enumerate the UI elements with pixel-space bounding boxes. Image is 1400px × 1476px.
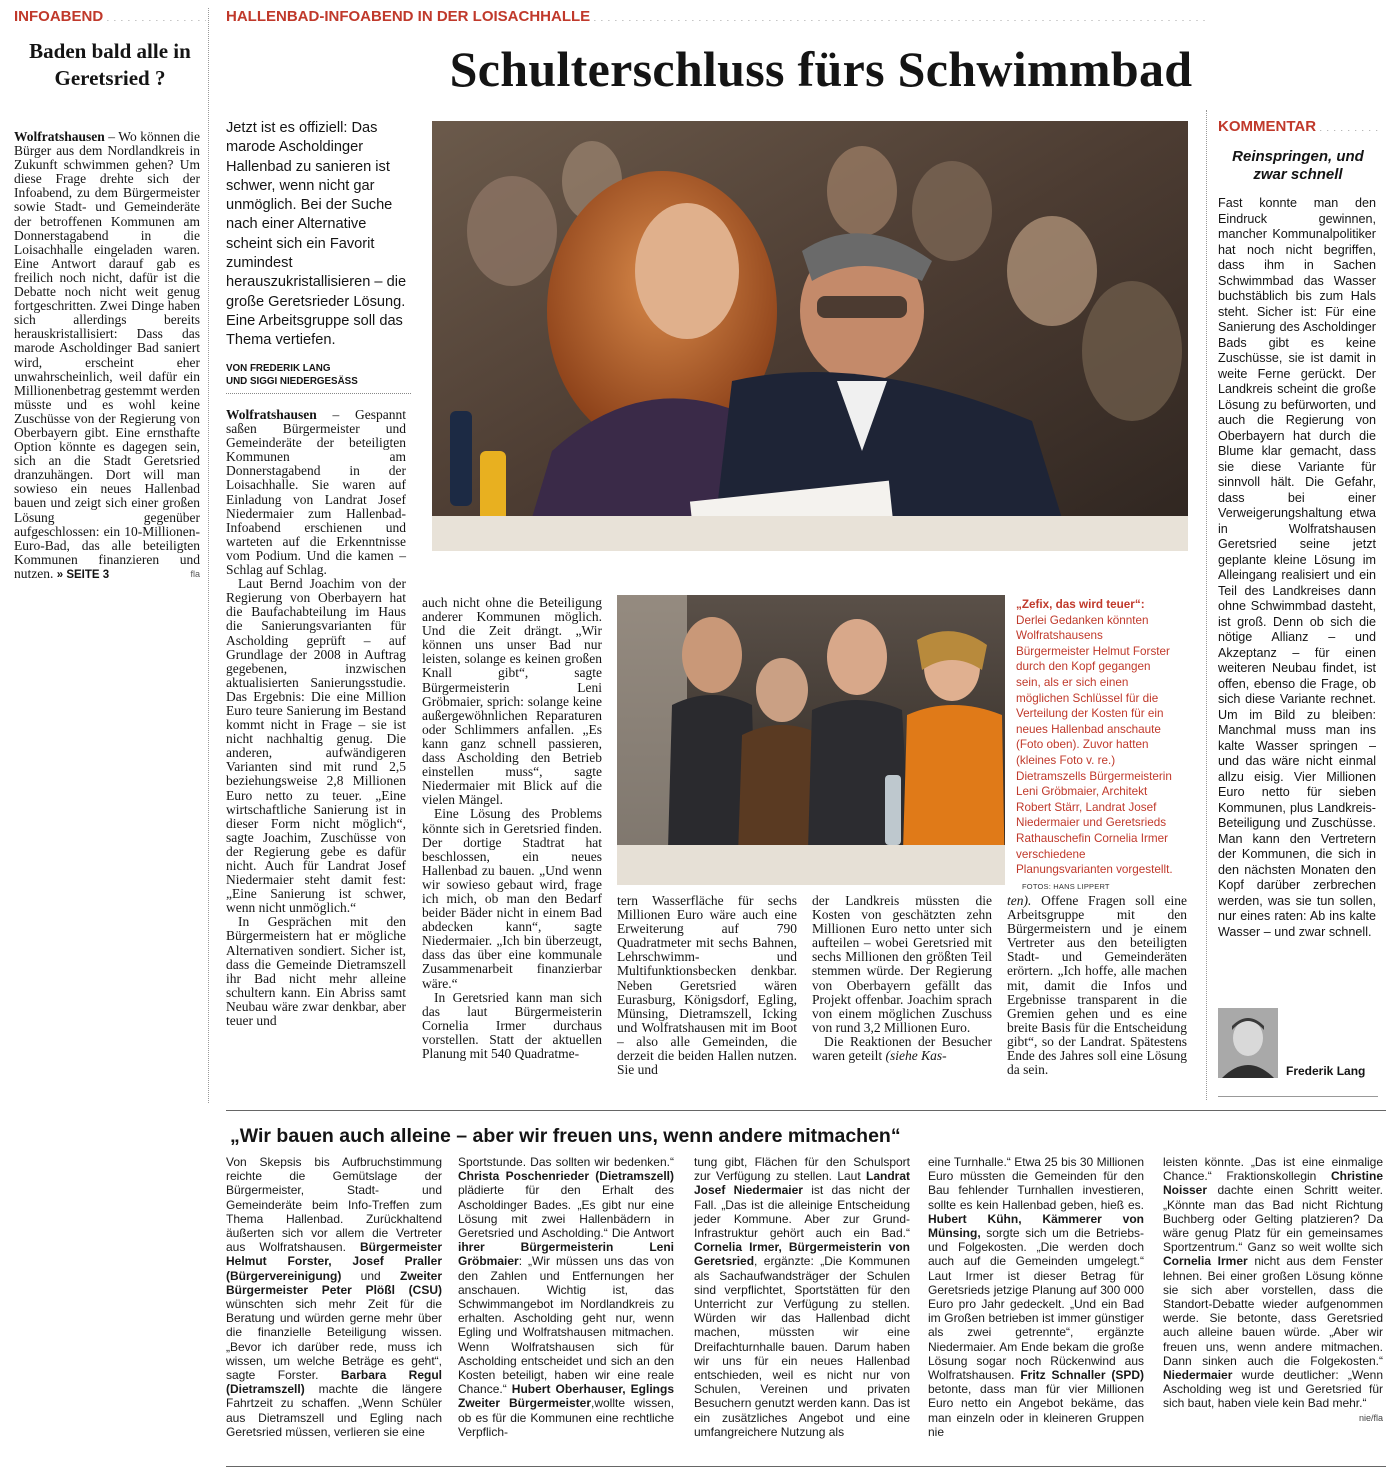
box-col-1 <box>226 1155 442 1439</box>
article-col1-p3: In Gesprächen mit den Bürgermeistern hat er mögliche Alternativen sondiert. Sicher ist, dass die Gemeinde Dietramszell ihr Bad nicht mehr alleine schultern kann. Ein Abriss samt Neubau wäre zwar denkbar, aber teuer und <box>226 914 406 1029</box>
caption-text: Derlei Gedanken könnten Wolfratshausens Bürgermeister Helmut Forster durch den Kopf gegangen sein, als er sich einen möglichen Schlüssel für die Verteilung der Kosten für ein neues Hallenbad anschaute (Foto oben). Zuvor hatten (kleines Foto v. re.) Dietramszells Bürgermeisterin Leni Gröbmaier, Architekt Robert Stärr, Landrat Josef Niedermaier und Geretsrieds Rathauschefin Cornelia Irmer verschiedene Planungsvarianten vorgestellt. <box>1016 613 1173 877</box>
byline-rule <box>226 393 411 394</box>
box-text: , ergänzte: „Die Kommunen als Sachaufwandsträger der Schulen sind verpflichtet, Sportstätten für den Unterricht zur Verfügung zu stellen. Würden wir das Hallenbad dicht machen, müssten wir eine Dreifachturnhalle bauen. Darum haben wir uns für ein neues Hallenbad entschieden, weil es nicht nur von Schulen, Vereinen und privaten Besuchern genutzt werden kann. Das ist ein zusätzliches Angebot und eine umfangreichere Nutzung als <box>694 1254 910 1439</box>
article-col1-p2: Laut Bernd Joachim von der Regierung von Oberbayern hat die Baufachabteilung im Haus die Sanierungsvarianten für Ascholding geprüft – auf Grundlage der 2008 in Auftrag gegebenen, inzwischen aktualisierten Sanierungsstudie. Das Ergebnis: Die eine Million Euro teure Sanierung im Bestand kommt nicht in Frage – sie ist nicht nachhaltig genug. Die anderen, aufwändigeren Varianten sind mit rund 2,5 beziehungsweise 2,8 Millionen Euro netto zu teuer. „Eine wirtschaftliche Sanierung ist in dieser Form nicht möglich“, sagte Joachim, Zuschüsse von der Regierung gebe es dafür nicht. Auch für Landrat Josef Niedermaier steht damit fest: „Eine Sanierung ist schwer, wenn nicht unmöglich.“ <box>226 576 406 916</box>
box-author-tag: nie/fla <box>1358 1412 1383 1423</box>
sidebar-author-tag: fla <box>190 568 200 579</box>
box-name-highlight: Bürgermeister Helmut Forster, Josef Praller (Bürgervereinigung) <box>226 1240 442 1283</box>
box-bottom-rule <box>226 1466 1386 1467</box>
article-col4-p1: der Landkreis müssten die Kosten von geschätzten zehn Millionen Euro netto unter sich aufteilen – wobei Geretsried mit sechs Millionen den größten Teil stemmen würde. Der Regierung von Oberbayern gefällt das Projekt offenbar. Joachim sprach von einem möglichen Zuschuss von rund 3,2 Millionen Euro. <box>812 893 992 1035</box>
box-col-2 <box>458 1155 674 1439</box>
box-text: machte die längere Fahrtzeit zu schaffen. „Wenn Schüler aus Dietramszell und Egling nach Geretsried müssen, verlieren sie eine <box>226 1382 442 1439</box>
main-headline: Schulterschluss fürs Schwimmbad <box>449 41 1193 97</box>
box-text: ist das nicht der Fall. „Das ist die alleinige Entscheidung jeder Kommune. Aber zur Grund-Infrastruktur gehört auch ein Bad.“ <box>694 1183 910 1241</box>
main-photo <box>432 121 1188 551</box>
byline <box>226 362 411 388</box>
box-text: Von Skepsis bis Aufbruchstimmung reichte die Gemütslage der Bürgermeister, Stadt- und Gemeinderäte beim Info-Treffen zum Thema Hallenbad. Zurückhaltend äußerten sich vor allem die Vertreter aus Wolfratshausen. <box>226 1155 442 1255</box>
box-col-4 <box>928 1155 1144 1439</box>
box-name-highlight: Christa Poschenrieder (Dietramszell) <box>458 1169 674 1184</box>
lead-paragraph: Jetzt ist es offiziell: Das marode Ascholdinger Hallenbad zu sanieren ist schwer, wenn nicht gar unmöglich. Bei der Suche nach einer Alternative scheint sich ein Favorit zumindest herauszukristallisieren – die große Geretsrieder Lösung. Eine Arbeitsgruppe soll das Thema vertiefen. <box>226 120 407 349</box>
article-col3-p1: tern Wasserfläche für sechs Millionen Euro wäre auch eine Erweiterung auf 790 Quadratmeter mit sechs Bahnen, Lehrschwimm- und Multifunktionsbecken denkbar. Neben Geretsried wären Eurasburg, Königsdorf, Egling, Münsing, Dietramszell, Icking und Wolfratshausen mit im Boot – also alle Gemeinden, die derzeit die beiden Hallen nutzen. Sie und <box>617 893 797 1078</box>
byline-line-1: VON FREDERIK LANG <box>226 363 331 374</box>
box-name-highlight: Landrat Josef Niedermaier <box>694 1169 910 1198</box>
sidebar-page-ref[interactable]: » SEITE 3 <box>56 568 110 581</box>
article-col4-p2: Die Reaktionen der Besucher waren geteilt <box>812 1033 992 1064</box>
box-name-highlight: Hubert Kühn, Kämmerer von Münsing, <box>928 1211 1144 1241</box>
article-col5-p1: Offene Fragen soll eine Arbeitsgruppe mit den Bürgermeistern und je einem Vertreter aus den beteiligten Stadt- und Gemeinderäten erörtern. „Ich hoffe, alle machen mit, damit die Infos und Ergebnisse transparent in die Gremien gehen und es eine breite Basis für die Entscheidung gibt“, so der Landrat. Spätestens Ende des Jahres soll eine Lösung da sein. <box>1007 893 1187 1078</box>
photo-credit: FOTOS: HANS LIPPERT <box>1022 881 1110 891</box>
article-col5-ref: ten). <box>1007 893 1032 908</box>
article-col-4 <box>812 894 992 1063</box>
sidebar-dateline: Wolfratshausen <box>14 129 105 144</box>
byline-line-2: UND SIGGI NIEDERGESÄSS <box>226 376 358 387</box>
commentary-headline: Reinspringen, und zwar schnell <box>1232 148 1364 183</box>
photo-caption <box>1016 597 1178 894</box>
box-text: plädierte für den Erhalt des Ascholdinger Bades. „Es gibt nur eine Lösung mit zwei Hallenbädern in Geretsried und Ascholding.“ Die Antwort <box>458 1183 674 1241</box>
box-text: wünschten sich mehr Zeit für die Beratung und würden gerne mehr über die finanzielle Beteiligung wissen. „Bevor ich darüber rede, muss ich wissen, um welche Beträge es geht“, sagte Forster. <box>226 1297 442 1383</box>
box-text: Sportstunde. Das sollten wir bedenken.“ <box>458 1155 674 1169</box>
article-col2-p3: In Geretsried kann man sich das laut Bürgermeisterin Cornelia Irmer durchaus vorstellen. Statt der aktuellen Planung mit 540 Quadratme- <box>422 989 602 1061</box>
box-text: ,wollte wissen, ob es für die Kommunen eine rechtliche Verpflich- <box>458 1396 674 1439</box>
caption-lead: „Zefix, das wird teuer“: <box>1016 598 1145 611</box>
article-col1-p1: – Gespannt saßen Bürgermeister und Gemeinderäte der beteiligten Kommunen am Donnerstagabend in der Loisachhalle. Sie waren auf Einladung von Landrat Josef Niedermaier zum Hallenbad-Infoabend erschienen und warteten auf die Erkenntnisse vom Podium. Und die kamen – Schlag auf Schlag. <box>226 407 406 578</box>
article-col-2 <box>422 596 602 1061</box>
article-col4-ref: (siehe Kas- <box>885 1048 947 1064</box>
box-col-3 <box>694 1155 910 1439</box>
box-name-highlight: Niedermaier <box>1163 1368 1233 1383</box>
box-text: eine Turnhalle.“ Etwa 25 bis 30 Millionen Euro müssten die Gemeinden für den Bau fehlender Turnhallen investieren, sollte es kein Hallenbad geben, hieß es. <box>928 1155 1144 1212</box>
box-col-5 <box>1163 1155 1383 1425</box>
box-text: dachte einen Schritt weiter. „Könnte man das Bad nicht Richtung Buchberg oder Gelting platzieren? Da wäre genug Platz für ein gemeinsames Sportzentrum.“ Ganz so weit wollte sich <box>1163 1183 1383 1255</box>
box-text: und <box>341 1268 400 1283</box>
box-name-highlight: Cornelia Irmer <box>1163 1254 1248 1269</box>
article-col2-p2: Eine Lösung des Problems könnte sich in Geretsried finden. Der dortige Stadtrat hat beschlossen, ein neues Hallenbad zu bauen. „Und wenn wir sowieso gebaut wird, frage ich mich, ob man den Bedarf beider Bäder nicht in einem Bad abdecken kann“, sagte Niedermaier. „Ich bin überzeugt, dass das über eine kommunale Zusammenarbeit finanzierbar wäre.“ <box>422 806 602 991</box>
box-name-highlight: Fritz Schnaller (SPD) <box>1020 1368 1145 1383</box>
main-kicker: HALLENBAD-INFOABEND IN DER LOISACHHALLE . . . <box>226 8 1206 25</box>
article-col-5 <box>1007 894 1187 1077</box>
commentary-rule <box>1218 1096 1378 1097</box>
box-name-highlight: Hubert Oberhauser, Eglings Zweiter Bürgermeister <box>458 1382 674 1411</box>
box-name-highlight: ihrer Bürgermeisterin Leni Gröbmaier <box>458 1240 674 1269</box>
sidebar-body: – Wo können die Bürger aus dem Nordlandkreis in Zukunft schwimmen gehen? Um diese Frage drehte sich der Infoabend, zu dem Bürgermeister sowie Stadt- und Gemeinderäte der betroffenen Kommunen am Donnerstagabend in die Loisachhalle eingeladen waren. Eine Antwort darauf gab es freilich noch nicht, dafür ist die Debatte noch nicht weit genug fortgeschritten. Zwei Dinge haben sich allerdings bereits herauskristallisiert: Dass das marode Ascholdinger Bad saniert wird, erscheint eher unwahrscheinlich, weil dafür ein Millionenbetrag gestemmt werden müsste und es wohl keine Zuschüsse von der Regierung von Oberbayern gibt. Eine ernsthafte Option könnte es dagegen sein, sich an die Stadt Geretsried dranzuhängen. Dort will man sowieso ein neues Hallenbad bauen und zeigt sich einer großen Lösung gegenüber aufgeschlossen: ein 10-Millionen-Euro-Bad, das alle beteiligten Kommunen finanzieren und nutzen. <box>14 129 200 581</box>
commentary-author: Frederik Lang <box>1286 1064 1366 1078</box>
box-text: betonte, dass man für vier Millionen Euro netto ein Angebot bekäme, das man einzeln oder in kleineren Gruppen nie <box>928 1382 1144 1439</box>
commentary-divider <box>1206 110 1207 1100</box>
article-dateline: Wolfratshausen <box>226 407 317 422</box>
article-col-1 <box>226 408 406 1028</box>
commentary-body: Fast konnte man den Eindruck gewinnen, mancher Kommunalpolitiker hat noch nicht begriffen, dass ihm in Sachen Schwimmbad das Wasser buchstäblich bis zum Hals steht. Sicher ist: Für eine Sanierung des Ascholdinger Bads gibt es keine Zuschüsse, sie ist damit in weite Ferne gerückt. Der Landkreis scheint die große Lösung zu befürworten, und auch die Regierung von Oberbayern hat durch die Blume klar gemacht, dass sie diese Variante für sinnvoll hält. Die Gefahr, dass bei einer Verweigerungshaltung etwa in Wolfratshausen Geretsried seine jetzt geplante kleine Lösung im Alleingang realisiert und ein Teil des Landkreises dann ohne Schwimmbad dasteht, ist groß. Denn ob sich die nötige Allianz – und Akzeptanz – für einen weiteren Neubau findet, ist offen, ebenso die Frage, ob sich diese Variante rechnet. Um im Bild zu bleiben: Manchmal muss man ins kalte Wasser springen – und das wäre nicht einmal allzu eisig. Vier Millionen Euro netto für sieben Kommunen, plus Landkreis-Beteiligung und Zuschüsse. Man kann den Vertretern der Kommunen, die sich in den nächsten Monaten den Kopf darüber zerbrechen werden, was sie tun sollen, nur eines raten: Ab ins kalte Wasser – und zwar schnell. <box>1218 196 1376 939</box>
box-name-highlight: Barbara Regul (Dietramszell) <box>226 1368 443 1397</box>
box-text: tung gibt, Flächen für den Schulsport zur Verfügung zu stellen. Laut <box>694 1155 910 1184</box>
sidebar-kicker: INFOABEND . . . <box>14 8 206 25</box>
box-top-rule <box>226 1110 1386 1111</box>
article-col2-p1: auch nicht ohne die Beteiligung anderer Kommunen möglich. Und die Zeit drängt. „Wir können uns unser Bad nur leisten, solange es keinen großen Knall gibt“, sagte Bürgermeisterin Leni Gröbmaier, sprich: solange keine außergewöhnlichen Reparaturen oder Schlimmers anfallen. „Es kann ganz schnell passieren, dass Ascholding den Betrieb einstellen muss“, sagte Niedermaier mit Blick auf die vielen Mängel. <box>422 595 602 808</box>
box-name-highlight: Christine Noisser <box>1163 1169 1383 1198</box>
box-name-highlight: Cornelia Irmer, Bürgermeisterin von Geretsried <box>694 1240 910 1269</box>
box-text: leisten könnte. „Das ist eine einmalige Chance.“ Fraktionskollegin <box>1163 1155 1383 1184</box>
author-avatar <box>1218 1008 1278 1078</box>
box-text: : „Wir müssen uns das von den Zahlen und Entfernungen her anschauen. Wichtig ist, das Schwimmangebot im Nordlandkreis zu erhalten. Ascholding geht nur, wenn Egling und Wolfratshausen mitmachen. Wenn Wolfratshausen sich für Ascholding entscheidet und sich an den Kosten beteiligt, haben wir eine reale Chance.“ <box>458 1254 674 1397</box>
sidebar-headline: Baden bald alle in Geretsried ? <box>29 39 191 90</box>
article-col-3 <box>617 894 797 1077</box>
sidebar-text <box>14 130 200 582</box>
box-text: wurde deutlicher: „Wenn Ascholding weg ist und Geretsried für sich baut, haben viele kein Bad mehr.“ <box>1163 1368 1383 1411</box>
box-name-highlight: Zweiter Bürgermeister Peter Plößl (CSU) <box>226 1268 442 1297</box>
commentary-kicker: KOMMENTAR . . . <box>1218 118 1378 135</box>
box-headline: „Wir bauen auch alleine – aber wir freuen uns, wenn andere mitmachen“ <box>230 1125 901 1147</box>
sidebar-divider <box>208 8 209 1103</box>
box-text: sorgte sich um die Betriebs- und Folgekosten. „Die werden doch auch auf die Gemeinden umgelegt.“ Laut Irmer ist dieser Betrag für Geretsrieds jetzige Planung auf 300 000 Euro pro Jahr gedeckelt. „Und ein Bad im Großen betrieben ist immer günstiger als zwei getrennte“, ergänzte Niedermaier. Am Ende bekam die große Lösung sogar noch Rückenwind aus Wolfratshausen. <box>928 1226 1144 1383</box>
box-text: nicht aus dem Fenster lehnen. Bei einer großen Lösung könne sie sich aber vorstellen, dass die Standort-Debatte wieder aufgenommen werde. Sie betonte, dass Geretsried auch alleine bauen würde. „Aber wir freuen uns, wenn andere mitmachen. Dann sinken auch die Folgekosten.“ <box>1163 1254 1383 1368</box>
small-photo <box>617 595 1005 885</box>
